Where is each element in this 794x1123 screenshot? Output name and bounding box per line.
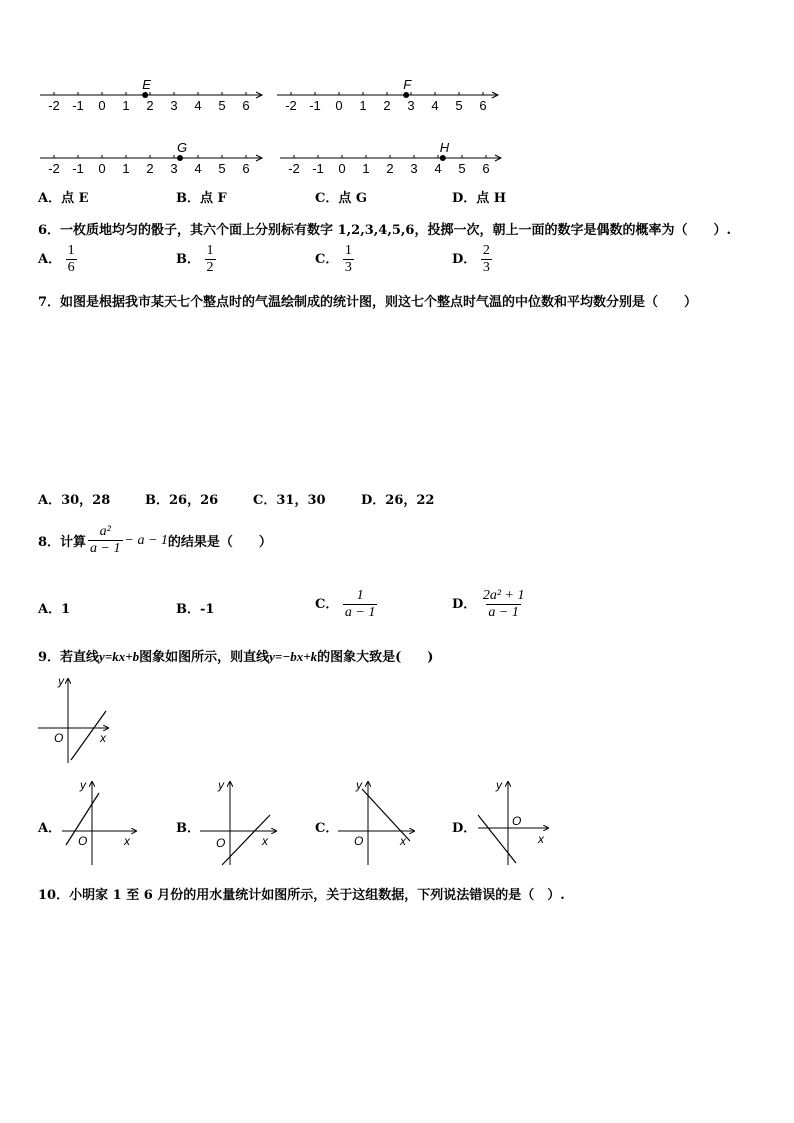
x-label: x (400, 834, 406, 848)
option-label: C． (315, 597, 339, 612)
graph-option-c[interactable] (338, 778, 414, 865)
q9-equation-1: y=kx+b (99, 649, 140, 664)
tick-label: 6 (242, 161, 250, 176)
q6-option-a[interactable] (38, 243, 77, 276)
q8-option-c[interactable] (315, 588, 377, 621)
y-label: y (356, 778, 362, 792)
q9-question (38, 646, 433, 665)
point-label: H (439, 140, 450, 155)
option-label: B． (176, 602, 200, 617)
q6-option-b[interactable] (176, 243, 216, 276)
tick-label: 3 (170, 98, 178, 113)
numerator: 2a² + 1 (482, 588, 525, 603)
origin-label: O (54, 731, 64, 745)
point-marker (142, 92, 148, 98)
tick-label: 0 (98, 98, 106, 113)
option-value: 1 (61, 602, 71, 617)
q8-option-a[interactable] (38, 598, 70, 617)
denominator: a − 1 (344, 605, 376, 620)
q8-tail: − a − 1 (124, 532, 168, 548)
q6-question: 6．一枚质地均匀的骰子，其六个面上分别标有数字 1,2,3,4,5,6，投掷一次，朝上一面的数字是偶数的概率为（ ）. (38, 223, 731, 238)
number-line-g (40, 140, 262, 176)
tick-label: 1 (122, 98, 130, 113)
option-label: C． (315, 252, 339, 267)
fraction (481, 243, 492, 276)
q7-option-d[interactable]: D．26，22 (361, 493, 435, 508)
denominator: 3 (344, 260, 352, 275)
denominator: 2 (206, 260, 214, 275)
option-label: B． (176, 252, 200, 267)
q9-prefix: 9．若直线 (38, 650, 100, 665)
q7-option-c[interactable]: C．31，30 (253, 493, 326, 508)
tick-label: 0 (338, 161, 346, 176)
x-label: x (124, 834, 130, 848)
tick-label: 1 (122, 161, 130, 176)
point-label: F (403, 77, 412, 92)
tick-label: 0 (335, 98, 343, 113)
number-line-h (280, 140, 501, 176)
q9-middle: 图象如图所示，则直线 (139, 650, 270, 665)
tick-label: -2 (285, 98, 297, 113)
y-label: y (80, 778, 86, 792)
numerator: 1 (67, 243, 75, 258)
tick-label: 1 (362, 161, 370, 176)
tick-label: -1 (72, 98, 84, 113)
q8-option-b[interactable] (176, 598, 214, 617)
tick-label: -1 (72, 161, 84, 176)
q8-question (38, 524, 272, 557)
y-label: y (58, 674, 64, 688)
tick-label: 6 (479, 98, 487, 113)
option-label: D． (452, 597, 477, 612)
numerator: 1 (356, 588, 364, 603)
fraction (481, 588, 527, 621)
tick-label: 3 (170, 161, 178, 176)
fraction (66, 243, 77, 276)
origin-label: O (512, 814, 522, 828)
point-marker (440, 155, 446, 161)
q8-prefix: 8．计算 (38, 535, 87, 550)
numerator: a² (99, 524, 111, 539)
y-label: y (218, 778, 224, 792)
q9-graphs (0, 665, 794, 875)
graph-line (478, 815, 516, 863)
tick-label: 5 (218, 161, 226, 176)
point-marker (403, 92, 409, 98)
origin-label: O (78, 834, 88, 848)
reference-graph (38, 674, 108, 763)
denominator: a − 1 (90, 541, 121, 556)
q9-option-c[interactable]: C． (315, 821, 339, 836)
q5-option-a[interactable]: A．点 E (38, 191, 89, 206)
numerator: 1 (206, 243, 214, 258)
tick-label: 4 (434, 161, 442, 176)
option-label: D． (452, 252, 477, 267)
tick-label: 4 (194, 161, 202, 176)
tick-label: -2 (48, 161, 60, 176)
tick-label: 5 (218, 98, 226, 113)
tick-label: 2 (146, 98, 154, 113)
q9-suffix: 的图象大致是( ) (317, 650, 434, 665)
tick-label: 1 (359, 98, 367, 113)
q10-question: 10．小明家 1 至 6 月份的用水量统计如图所示，关于这组数据，下列说法错误的是（ ）. (38, 888, 565, 903)
tick-label: -1 (312, 161, 324, 176)
tick-label: 2 (386, 161, 394, 176)
x-label: x (538, 832, 544, 846)
tick-label: 6 (482, 161, 490, 176)
graph-option-a[interactable] (62, 778, 136, 865)
tick-label: 4 (431, 98, 439, 113)
tick-label: 0 (98, 161, 106, 176)
q7-option-a[interactable]: A．30，28 (38, 493, 111, 508)
q9-option-b[interactable]: B． (176, 821, 200, 836)
q5-option-c[interactable]: C．点 G (315, 191, 367, 206)
q7-option-b[interactable]: B．26，26 (145, 493, 219, 508)
graph-option-d[interactable] (478, 778, 548, 865)
number-lines (0, 0, 794, 215)
fraction (343, 588, 377, 621)
denominator: a − 1 (488, 605, 519, 620)
q9-equation-2: y=−bx+k (269, 649, 318, 664)
number-line-e (40, 77, 262, 113)
tick-label: 5 (455, 98, 463, 113)
option-label: A． (38, 252, 62, 267)
origin-label: O (216, 836, 226, 850)
denominator: 6 (67, 260, 75, 275)
q8-fraction (88, 524, 122, 557)
q6-option-c[interactable] (315, 243, 354, 276)
fraction (343, 243, 354, 276)
option-label: A． (38, 602, 62, 617)
denominator: 3 (482, 260, 490, 275)
number-line-f (277, 77, 498, 113)
q5-option-d[interactable]: D．点 H (452, 191, 507, 206)
q6-option-d[interactable] (452, 243, 492, 276)
tick-label: -2 (288, 161, 300, 176)
tick-label: 6 (242, 98, 250, 113)
numerator: 2 (482, 243, 490, 258)
x-label: x (262, 834, 268, 848)
q8-suffix: 的结果是（ ） (167, 535, 272, 550)
tick-label: 3 (407, 98, 415, 113)
numerator: 1 (344, 243, 352, 258)
point-label: E (142, 77, 151, 92)
option-value: -1 (200, 602, 215, 617)
q5-option-b[interactable]: B．点 F (176, 191, 227, 206)
tick-label: -1 (309, 98, 321, 113)
q8-option-d[interactable] (452, 588, 526, 621)
q9-option-d[interactable]: D． (452, 821, 477, 836)
point-label: G (177, 140, 188, 155)
q9-option-a[interactable]: A． (38, 821, 62, 836)
y-label: y (496, 778, 502, 792)
point-marker (177, 155, 183, 161)
graph-option-b[interactable] (200, 778, 276, 865)
q7-question: 7．如图是根据我市某天七个整点时的气温绘制成的统计图，则这七个整点时气温的中位数和平均数分别是（ ） (38, 295, 698, 310)
tick-label: 2 (383, 98, 391, 113)
tick-label: 5 (458, 161, 466, 176)
tick-label: 3 (410, 161, 418, 176)
tick-label: 4 (194, 98, 202, 113)
fraction (205, 243, 216, 276)
tick-label: 2 (146, 161, 154, 176)
tick-label: -2 (48, 98, 60, 113)
x-label: x (100, 731, 106, 745)
origin-label: O (354, 834, 364, 848)
